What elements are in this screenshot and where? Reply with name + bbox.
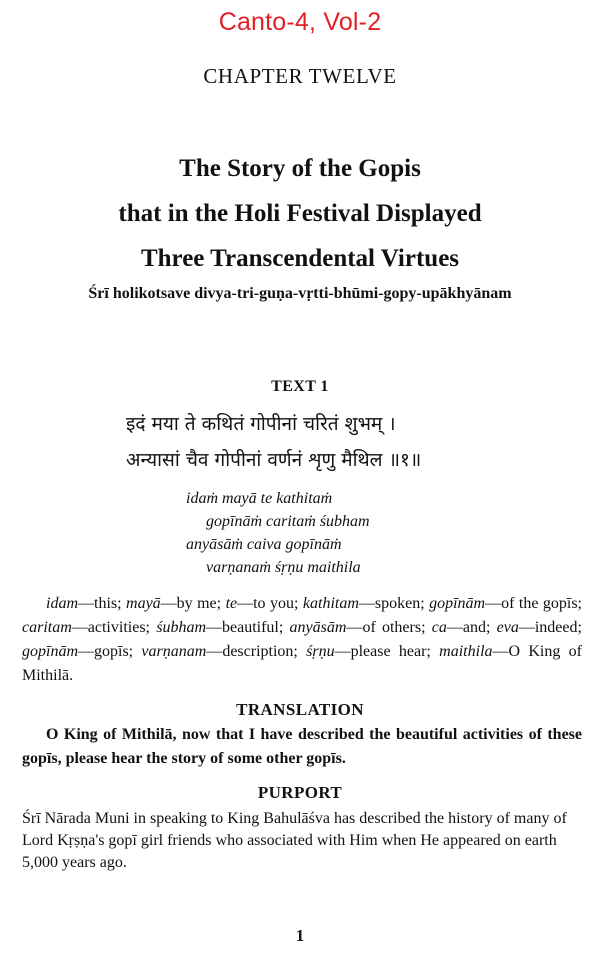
transliteration-line-2: gopīnāṁ caritaṁ śubham bbox=[206, 513, 370, 530]
synonym-meaning: indeed bbox=[534, 619, 578, 636]
purport-heading: PURPORT bbox=[257, 783, 343, 802]
purport-text: Śrī Nārada Muni in speaking to King Bahulāśva has described the history of many of Lord Kṛṣṇa's gopī girl friends who associated with Him when He appeared on earth 5,000 years ago. bbox=[22, 810, 567, 871]
synonym-meaning: spoken bbox=[374, 595, 421, 612]
synonym-word: mayā bbox=[126, 595, 161, 612]
synonym-meaning: description bbox=[222, 643, 294, 660]
page-number: 1 bbox=[295, 926, 305, 945]
synonym-word: eva bbox=[496, 619, 519, 636]
synonym-meaning: by me bbox=[176, 595, 217, 612]
synonym-meaning: O King of Mithilā bbox=[22, 643, 582, 684]
synonym-meaning: of others bbox=[362, 619, 422, 636]
sanskrit-title: Śrī holikotsave divya-tri-guṇa-vṛtti-bhūmi-gopy-upākhyānam bbox=[88, 285, 512, 302]
chapter-title-line-2: that in the Holi Festival Displayed bbox=[118, 200, 482, 227]
synonym-meaning: and bbox=[462, 619, 486, 636]
synonym-word: caritam bbox=[22, 619, 72, 636]
synonym-word: anyāsām bbox=[289, 619, 347, 636]
chapter-title-line-1: The Story of the Gopis bbox=[179, 155, 421, 182]
text-number-label: TEXT 1 bbox=[271, 378, 329, 395]
synonym-word: kathitam bbox=[302, 595, 359, 612]
synonym-word: idam bbox=[46, 595, 78, 612]
synonym-word: śṛṇu bbox=[306, 643, 335, 660]
purport-paragraph bbox=[22, 808, 582, 874]
devanagari-line-2: अन्यासां चैव गोपीनां वर्णनं शृणु मैथिल ॥१॥ bbox=[126, 449, 422, 471]
translation-text: O King of Mithilā, now that I have described the beautiful activities of these gopīs, please hear the story of some other gopīs. bbox=[22, 726, 582, 767]
translation-heading: TRANSLATION bbox=[236, 700, 364, 719]
transliteration-line-3: anyāsāṁ caiva gopīnāṁ bbox=[186, 536, 342, 553]
transliteration-line-4: varṇanaṁ śṛṇu maithila bbox=[206, 559, 361, 576]
synonym-meaning: of the gopīs bbox=[501, 595, 578, 612]
synonym-word: te bbox=[225, 595, 238, 612]
translation-paragraph bbox=[22, 723, 582, 771]
devanagari-line-1: इदं मया ते कथितं गोपीनां चरितं शुभम् । bbox=[126, 413, 396, 435]
chapter-heading: CHAPTER TWELVE bbox=[203, 64, 397, 88]
synonym-word: ca bbox=[431, 619, 447, 636]
synonym-word: gopīnām bbox=[429, 595, 486, 612]
synonyms-paragraph: idam—this; mayā—by me; te—to you; kathitam—spoken; gopīnām—of the gopīs; caritam—activities; śubham—beautiful; anyāsām—of others; ca—and; eva—indeed; gopīnām—gopīs; varṇanam—description; śṛṇu—please hear; maithila—O King of Mithilā. bbox=[22, 595, 582, 684]
synonym-meaning: please hear bbox=[350, 643, 427, 660]
synonym-meaning: beautiful bbox=[222, 619, 279, 636]
volume-tag: Canto-4, Vol-2 bbox=[218, 8, 382, 36]
synonym-word: śubham bbox=[156, 619, 206, 636]
synonym-meaning: this bbox=[94, 595, 118, 612]
chapter-title-line-3: Three Transcendental Virtues bbox=[140, 245, 460, 272]
synonym-meaning: gopīs bbox=[94, 643, 129, 660]
synonym-meaning: to you bbox=[253, 595, 294, 612]
synonym-word: maithila bbox=[439, 643, 493, 660]
transliteration-line-1: idaṁ mayā te kathitaṁ bbox=[186, 490, 333, 507]
synonym-word: gopīnām bbox=[22, 643, 78, 660]
synonym-meaning: activities bbox=[87, 619, 146, 636]
synonym-word: varṇanam bbox=[141, 643, 207, 660]
